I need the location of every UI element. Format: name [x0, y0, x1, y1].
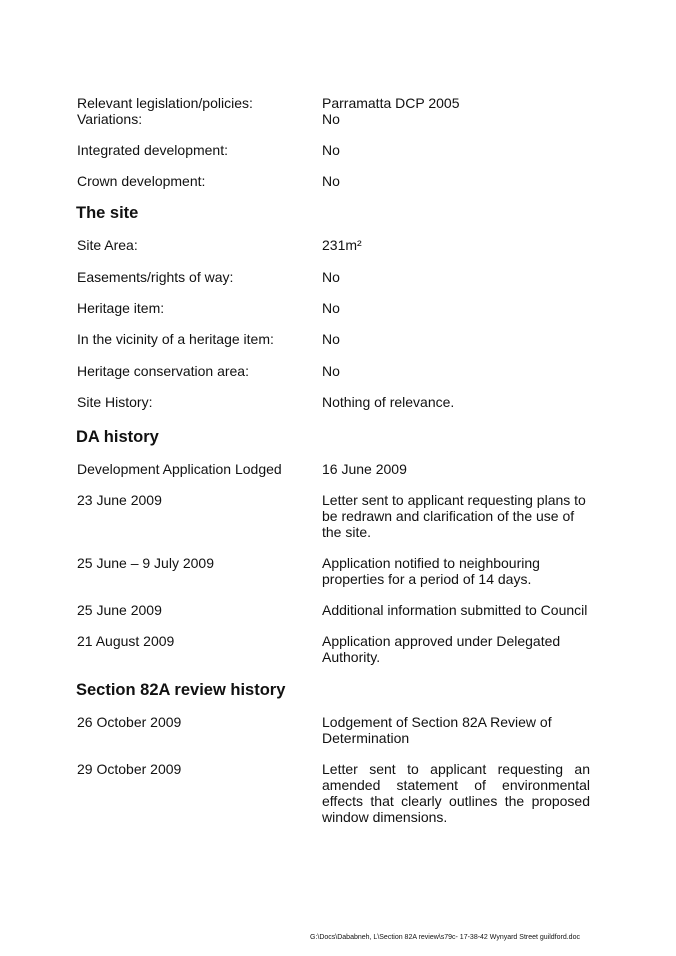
review-entry-value [322, 714, 590, 746]
conservation-label: Heritage conservation area: [77, 363, 249, 379]
da-entry-value [322, 461, 590, 477]
site-heading: The site [76, 204, 139, 222]
da-entry-value [322, 555, 590, 587]
da-entry-label: Development Application Lodged [77, 461, 282, 477]
site-history-label: Site History: [77, 394, 153, 410]
da-entry-label: 23 June 2009 [77, 492, 162, 508]
easements-value: No [322, 269, 340, 285]
da-entry-line: be redrawn and clarification of the use of [322, 508, 575, 524]
integrated-label: Integrated development: [77, 142, 228, 158]
da-entry-line: Application approved under Delegated [322, 633, 561, 649]
variations-label: Variations: [77, 111, 143, 127]
variations-value: No [322, 111, 340, 127]
conservation-value: No [322, 363, 340, 379]
da-entry-line: properties for a period of 14 days. [322, 571, 532, 587]
heritage-vicinity-label: In the vicinity of a heritage item: [77, 331, 274, 347]
da-entry-line: 16 June 2009 [322, 461, 407, 477]
da-entry-line: Application notified to neighbouring [322, 555, 540, 571]
review-entry-label: 29 October 2009 [77, 761, 182, 777]
da-entry-label: 25 June – 9 July 2009 [77, 555, 214, 571]
da-entry-line: Authority. [322, 649, 381, 665]
review-entry-value: Letter sent to applicant requesting an amended statement of environmental effects that clearly outlines the proposed window dimensions. [322, 761, 590, 825]
da-entry-value [322, 633, 590, 665]
footer-file-path: G:\Docs\Dababneh, L\Section 82A review\s79c- 17-38-42 Wynyard Street guildford.doc [310, 934, 580, 941]
site-history-value: Nothing of relevance. [322, 394, 455, 410]
da-entry-label: 21 August 2009 [77, 633, 175, 649]
da-entry-value [322, 492, 590, 540]
review-entry-label: 26 October 2009 [77, 714, 182, 730]
easements-label: Easements/rights of way: [77, 269, 234, 285]
da-entry-line: the site. [322, 524, 372, 540]
da-history-heading: DA history [76, 428, 159, 446]
heritage-item-label: Heritage item: [77, 300, 165, 316]
legislation-label: Relevant legislation/policies: [77, 95, 253, 111]
da-entry-value [322, 602, 590, 618]
da-entry-label: 25 June 2009 [77, 602, 162, 618]
heritage-vicinity-value: No [322, 331, 340, 347]
heritage-item-value: No [322, 300, 340, 316]
review-history-heading: Section 82A review history [76, 681, 286, 699]
da-entry-line: Letter sent to applicant requesting plans to [322, 492, 586, 508]
crown-label: Crown development: [77, 173, 206, 189]
legislation-value: Parramatta DCP 2005 [322, 95, 460, 111]
integrated-value: No [322, 142, 340, 158]
da-entry-line: Additional information submitted to Council [322, 602, 588, 618]
review-entry-line: Lodgement of Section 82A Review of [322, 714, 552, 730]
review-entry-line: Determination [322, 730, 410, 746]
site-area-value: 231m² [322, 237, 362, 253]
crown-value: No [322, 173, 340, 189]
site-area-label: Site Area: [77, 237, 138, 253]
